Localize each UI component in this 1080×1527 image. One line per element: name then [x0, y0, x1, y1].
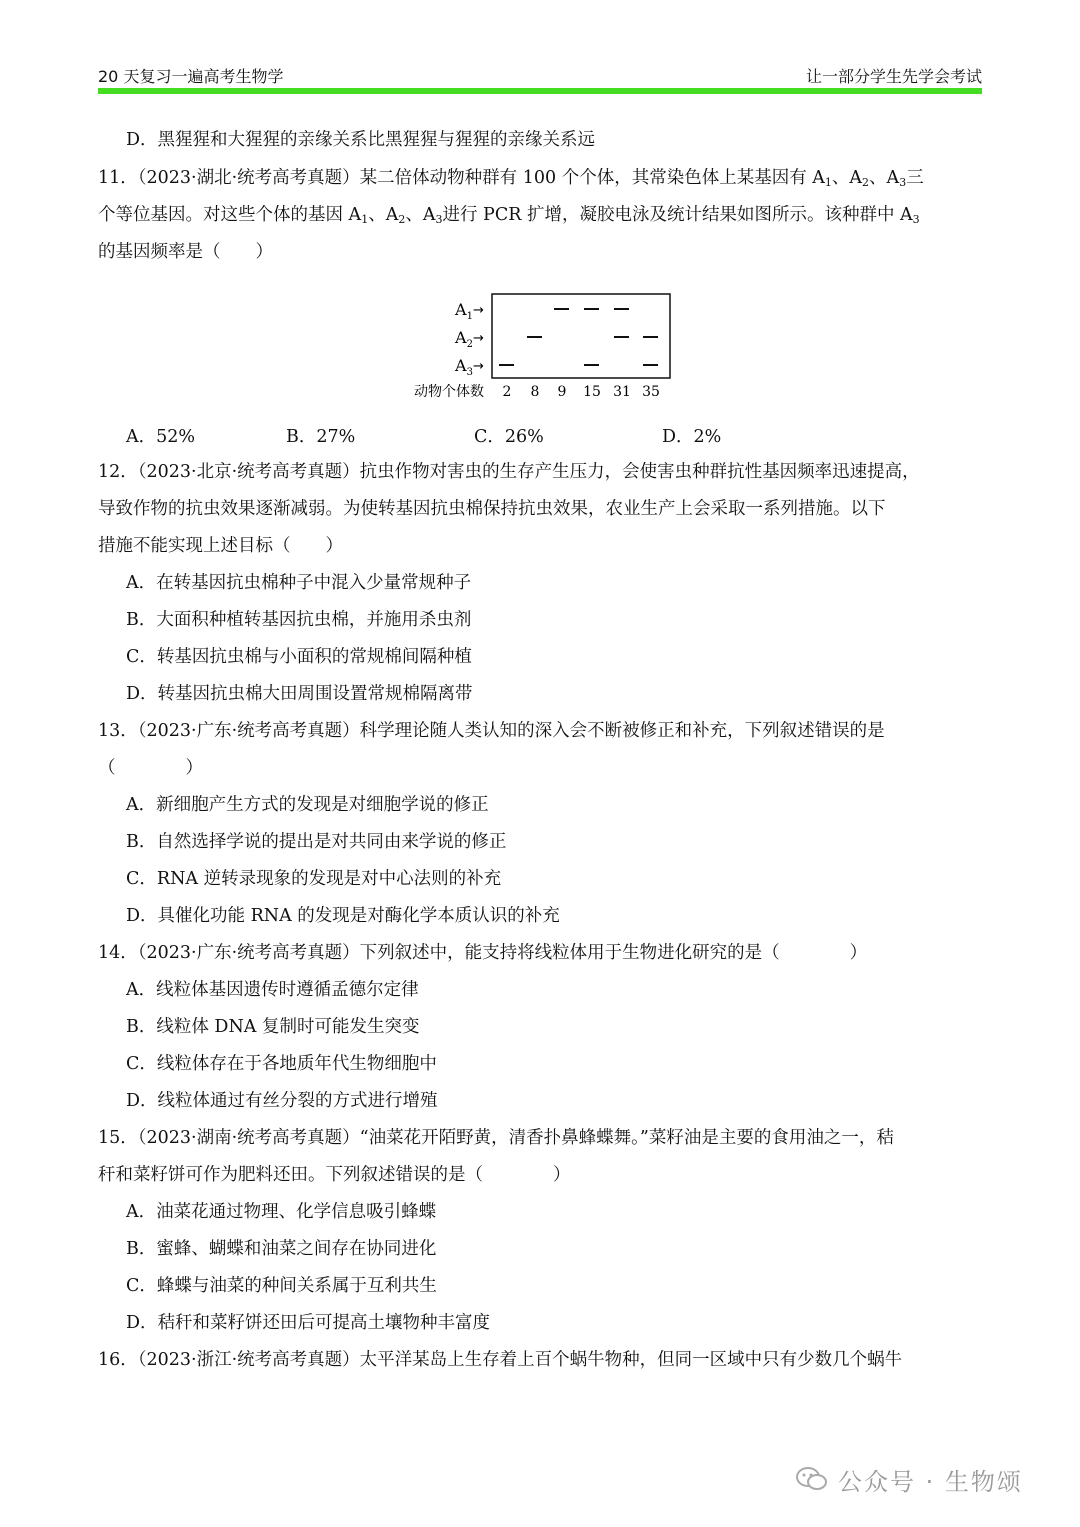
gel-arrow-a3: → — [473, 359, 484, 374]
q15-option-d: D．秸秆和菜籽饼还田后可提高土壤物种丰富度 — [126, 1313, 491, 1333]
q12-option-d: D．转基因抗虫棉大田周围设置常规棉隔离带 — [126, 684, 473, 704]
header-right-slogan: 让一部分学生先学会考试 — [805, 67, 982, 86]
gel-arrow-a2: → — [473, 331, 484, 346]
gel-electrophoresis-figure — [400, 288, 700, 408]
q14-option-d: D．线粒体通过有丝分裂的方式进行增殖 — [126, 1091, 438, 1111]
wechat-icon — [795, 1466, 829, 1492]
q11-options — [126, 423, 826, 447]
gel-x-label: 动物个体数 — [414, 384, 484, 400]
q12-option-b: B．大面积种植转基因抗虫棉，并施用杀虫剂 — [126, 610, 472, 630]
q12-line-3: 措施不能实现上述目标（ ） — [98, 536, 343, 556]
gel-row-label-a1: $A_1$ — [455, 300, 473, 322]
header-rule — [98, 88, 982, 94]
q12-line-1: 12．（2023·北京·统考高考真题）抗虫作物对害虫的生存产生压力，会使害虫种群抗性基因频率迅速提高， — [98, 462, 920, 482]
q15-option-a: A．油菜花通过物理、化学信息吸引蜂蝶 — [126, 1202, 437, 1222]
q13-line-2: （ ） — [98, 758, 203, 778]
q14-line-1: 14．（2023·广东·统考高考真题）下列叙述中，能支持将线粒体用于生物进化研究的是（ ） — [98, 943, 868, 963]
q11-line-1: 11．（2023·湖北·统考高考真题）某二倍体动物种群有 100 个个体，其常染色体上某基因有 $A_1$、$A_2$、$A_3$三 — [98, 168, 924, 189]
q15-line-2: 秆和菜籽饼可作为肥料还田。下列叙述错误的是（ ） — [98, 1165, 571, 1185]
q11-option-d: D．2% — [662, 427, 722, 447]
q15-option-b: B．蜜蜂、蝴蝶和油菜之间存在协同进化 — [126, 1239, 437, 1259]
gel-col-label: 35 — [642, 384, 660, 400]
q12-option-a: A．在转基因抗虫棉种子中混入少量常规种子 — [126, 573, 472, 593]
q10-option-d: D．黑猩猩和大猩猩的亲缘关系比黑猩猩与猩猩的亲缘关系远 — [126, 130, 596, 150]
gel-col-label: 15 — [583, 384, 601, 400]
gel-col-label: 8 — [530, 384, 540, 400]
q16-line-1: 16．（2023·浙江·统考高考真题）太平洋某岛上生存着上百个蜗牛物种，但同一区域中只有少数几个蜗牛 — [98, 1350, 903, 1370]
q13-option-d: D．具催化功能 RNA 的发现是对酶化学本质认识的补充 — [126, 906, 560, 926]
gel-row-label-a2: $A_2$ — [455, 328, 473, 350]
q15-option-c: C．蜂蝶与油菜的种间关系属于互利共生 — [126, 1276, 437, 1296]
q11-line-3: 的基因频率是（ ） — [98, 242, 273, 262]
q14-option-c: C．线粒体存在于各地质年代生物细胞中 — [126, 1054, 437, 1074]
q14-option-b: B．线粒体 DNA 复制时可能发生突变 — [126, 1017, 420, 1037]
q13-option-c: C．RNA 逆转录现象的发现是对中心法则的补充 — [126, 869, 502, 889]
q15-line-1: 15．（2023·湖南·统考高考真题）“油菜花开陌野黄，清香扑鼻蜂蝶舞。”菜籽油是主要的食用油之一，秸 — [98, 1128, 894, 1148]
q14-option-a: A．线粒体基因遗传时遵循孟德尔定律 — [126, 980, 419, 1000]
q11-option-c: C．26% — [474, 427, 544, 447]
gel-col-label: 9 — [557, 384, 567, 400]
q12-line-2: 导致作物的抗虫效果逐渐减弱。为使转基因抗虫棉保持抗虫效果，农业生产上会采取一系列措施。以下 — [98, 499, 886, 519]
watermark-text: 公众号 · 生物颂 — [838, 1468, 1023, 1496]
q12-option-c: C．转基因抗虫棉与小面积的常规棉间隔种植 — [126, 647, 472, 667]
gel-arrow-a1: → — [473, 303, 484, 318]
q11-option-b: B．27% — [286, 427, 356, 447]
q13-line-1: 13．（2023·广东·统考高考真题）科学理论随人类认知的深入会不断被修正和补充，下列叙述错误的是 — [98, 721, 885, 741]
q11-line-2: 个等位基因。对这些个体的基因 $A_1$、$A_2$、$A_3$进行 PCR 扩增，凝胶电泳及统计结果如图所示。该种群中 $A_3$ — [98, 205, 920, 226]
q13-option-b: B．自然选择学说的提出是对共同由来学说的修正 — [126, 832, 507, 852]
gel-col-label: 31 — [613, 384, 631, 400]
gel-row-label-a3: $A_3$ — [455, 356, 473, 378]
q11-option-a: A．52% — [126, 427, 196, 447]
gel-col-label: 2 — [502, 384, 512, 400]
header-left-title: 20 天复习一遍高考生物学 — [98, 67, 284, 86]
q13-option-a: A．新细胞产生方式的发现是对细胞学说的修正 — [126, 795, 489, 815]
page-header — [98, 62, 982, 90]
